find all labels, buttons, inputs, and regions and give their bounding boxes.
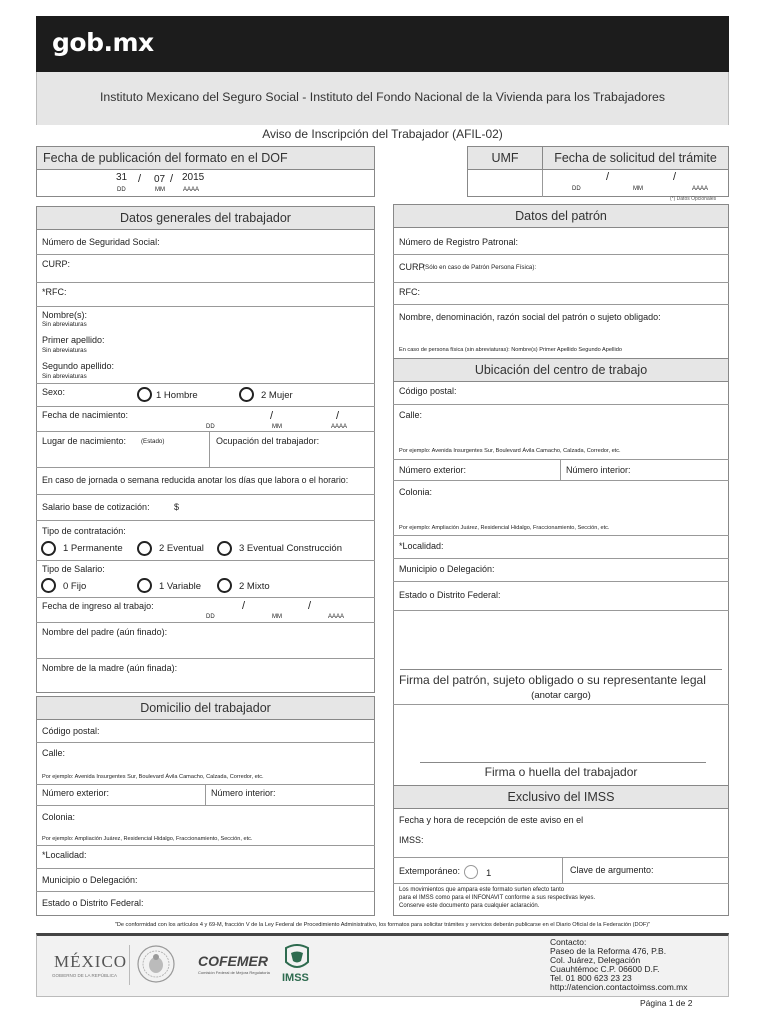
dd-label: DD [117,187,126,193]
dom-num-ext-label: Número exterior: [42,788,110,798]
page-number: Página 1 de 2 [640,998,693,1008]
patron-curp-label: CURP [399,262,425,272]
optional-note: (*) Datos Opcionales [670,196,717,202]
padre-label: Nombre del padre (aún finado): [42,627,168,637]
cofemer-logo: COFEMER [198,953,268,969]
dom-municipio-input[interactable] [160,870,374,890]
centro-estado-label: Estado o Distrito Federal: [399,590,501,600]
worker-signature-label: Firma o huella del trabajador [484,765,638,779]
patron-nombre-note: En caso de persona física (sin abreviaturas): Nombre(s) Primer Apellido Segundo Apellido [399,347,622,353]
centro-num-int-label: Número interior: [566,465,631,475]
centro-num-ext-label: Número exterior: [399,465,467,475]
request-date-label: Fecha de solicitud del trámite [542,146,729,170]
sexo-mujer-label: 2 Mujer [261,390,293,401]
rfc-label: *RFC: [42,287,67,297]
centro-section-title: Ubicación del centro de trabajo [393,358,729,382]
centro-municipio-label: Municipio o Delegación: [399,564,495,574]
domicilio-section-title: Domicilio del trabajador [36,696,375,720]
dom-num-int-label: Número interior: [211,788,276,798]
pub-year: 2015 [182,172,205,183]
centro-localidad-label: *Localidad: [399,541,444,551]
dom-localidad-input[interactable] [100,847,374,867]
dom-estado-label: Estado o Distrito Federal: [42,898,144,908]
centro-calle-input[interactable] [430,406,728,440]
tipo-salario-label: Tipo de Salario: [42,564,105,574]
nombres-label: Nombre(s): [42,310,88,320]
dom-calle-example: Por ejemplo: Avenida Insurgentes Sur, Boulevard Ávila Camacho, Calzada, Corredor, etc. [42,774,264,780]
dom-cp-label: Código postal: [42,726,100,736]
centro-colonia-example: Por ejemplo: Ampliación Juárez, Residencial Hidalgo, Fraccionamiento, Sección, etc. [399,525,610,531]
aaaa-label: AAAA [183,187,200,193]
sexo-mujer-radio[interactable] [239,387,254,402]
sin-abreviaturas-note: Sin abreviaturas [42,373,87,380]
extemporaneo-value: 1 [486,868,492,879]
contratacion-eventual-radio[interactable] [137,541,152,556]
slash: / [336,410,340,422]
salario-mixto-radio[interactable] [217,578,232,593]
sexo-hombre-label: 1 Hombre [156,390,198,401]
salario-input[interactable] [184,497,374,519]
dom-estado-input[interactable] [170,893,374,914]
slash: / [242,600,246,612]
dom-calle-input[interactable] [70,744,374,770]
mexico-logo-text: MÉXICO [54,952,128,971]
centro-estado-input[interactable] [530,584,728,606]
legal-line-1: Los movimientos que ampara este formato surten efecto tanto [399,887,565,893]
madre-input[interactable] [40,675,374,692]
slash: / [308,600,312,612]
fecha-ingreso-input[interactable] [190,599,374,621]
dom-localidad-label: *Localidad: [42,850,87,860]
patron-nombre-input[interactable] [397,324,728,342]
pub-month: 07 [154,174,166,185]
dom-colonia-example: Por ejemplo: Ampliación Juárez, Residencial Hidalgo, Fraccionamiento, Sección, etc. [42,836,253,842]
salario-variable-label: 1 Variable [159,581,202,592]
slash: / [673,171,677,183]
publication-date-label: Fecha de publicación del formato en el DOF [36,146,375,170]
institute-name: Instituto Mexicano del Seguro Social - Instituto del Fondo Nacional de la Vivienda para los Trabajadores [99,90,666,104]
mm-label: MM [155,187,165,193]
dof-legal-note: "De conformidad con los artículos 4 y 69-M, fracción V de la Ley Federal de Procedimiento Administrativo, los formatos para solicitar trámites y servicios deberán publicarse en el Diario Oficial de la Federación (DOF)" [114,922,651,928]
patron-nombre-label: Nombre, denominación, razón social del patrón o sujeto obligado: [399,312,661,322]
ocupacion-label: Ocupación del trabajador: [216,436,320,446]
legal-line-3: Conserve este documento para cualquier aclaración. [399,903,540,909]
extemporaneo-label: Extemporáneo: [399,866,461,876]
patron-section-title: Datos del patrón [393,204,729,228]
centro-municipio-input[interactable] [520,560,728,580]
fecha-ingreso-label: Fecha de ingreso al trabajo: [42,601,154,611]
curp-label: CURP: [42,259,71,269]
patron-rfc-label: RFC: [399,287,420,297]
clave-argumento-label: Clave de argumento: [570,865,654,875]
centro-cp-label: Código postal: [399,386,457,396]
salario-label: Salario base de cotización: [42,502,150,512]
recepcion-input[interactable] [440,829,728,851]
patron-signature-label: Firma del patrón, sujeto obligado o su representante legal [399,673,706,687]
salario-fijo-label: 0 Fijo [63,581,87,592]
worker-signature-area[interactable] [395,706,727,760]
mm-label: MM [272,614,282,620]
cofemer-subtitle: Comisión Federal de Mejora Regulatoria [198,970,270,975]
contratacion-permanente-label: 1 Permanente [63,543,123,554]
aaaa-label: AAAA [328,614,345,620]
form-title: Aviso de Inscripción del Trabajador (AFIL-02) [262,127,503,141]
lugar-nacimiento-input[interactable] [40,447,208,466]
umf-label: UMF [467,146,543,170]
salario-mixto-label: 2 Mixto [239,581,270,592]
fecha-nacimiento-input[interactable] [200,408,374,430]
dd-label: DD [206,424,215,430]
slash: / [606,171,610,183]
padre-input[interactable] [40,640,374,658]
sexo-label: Sexo: [42,387,66,397]
imss-label: IMSS: [399,835,424,845]
umf-input[interactable] [467,170,542,197]
patron-rfc-input[interactable] [430,284,728,304]
imss-eagle-icon [280,944,314,972]
worker-section-title: Datos generales del trabajador [36,206,375,230]
registro-patronal-input[interactable] [540,232,728,253]
sin-abreviaturas-note: Sin abreviaturas [42,347,87,354]
segundo-apellido-label: Segundo apellido: [42,361,115,371]
dom-cp-input[interactable] [110,722,374,741]
mm-label: MM [633,186,643,192]
contratacion-permanente-radio[interactable] [41,541,56,556]
jornada-label: En caso de jornada o semana reducida anotar los días que labora o el horario: [42,475,349,485]
contratacion-construccion-label: 3 Eventual Construcción [239,543,342,554]
centro-calle-example: Por ejemplo: Avenida Insurgentes Sur, Boulevard Ávila Camacho, Calzada, Corredor, etc. [399,448,621,454]
slash: / [138,173,142,185]
cargo-label: (anotar cargo) [531,690,591,701]
imss-section-title: Exclusivo del IMSS [393,785,729,809]
tipo-contratacion-label: Tipo de contratación: [42,526,126,536]
sin-abreviaturas-note: Sin abreviaturas [42,321,87,328]
dd-label: DD [206,614,215,620]
centro-cp-input[interactable] [470,383,728,403]
slash: / [170,173,174,185]
madre-label: Nombre de la madre (aún finada): [42,663,178,673]
mm-label: MM [272,424,282,430]
lugar-nacimiento-label: Lugar de nacimiento: [42,436,127,446]
pub-day: 31 [116,172,128,183]
patron-curp-input[interactable] [570,256,728,281]
patron-signature-area[interactable] [395,612,727,668]
primer-apellido-label: Primer apellido: [42,335,105,345]
nss-input[interactable] [180,233,374,253]
contratacion-construccion-radio[interactable] [217,541,232,556]
recepcion-label: Fecha y hora de recepción de este aviso en el [399,815,584,825]
dom-calle-label: Calle: [42,748,66,758]
aaaa-label: AAAA [331,424,348,430]
contact-info: Contacto: Paseo de la Reforma 476, P.B. Col. Juárez, Delegación Cuauhtémoc C.P. 06600 D.F. Tel. 01 800 623 23 23 http://atencion.contactoimss.com.mx [550,937,688,992]
nss-label: Número de Seguridad Social: [42,237,160,247]
salario-variable-radio[interactable] [137,578,152,593]
legal-line-2: para el IMSS como para el INFONAVIT conforme a sus respectivas leyes. [399,895,596,901]
patron-curp-note: (Sólo en caso de Patrón Persona Física): [423,264,537,271]
contratacion-eventual-label: 2 Eventual [159,543,204,554]
dd-label: DD [572,186,581,192]
dollar-sign: $ [174,502,180,512]
gobmx-logo: gob.mx [52,28,154,57]
primer-apellido-input[interactable] [120,333,374,355]
sexo-hombre-radio[interactable] [137,387,152,402]
nombres-input[interactable] [100,308,374,330]
curp-input[interactable] [80,256,374,281]
registro-patronal-label: Número de Registro Patronal: [399,237,519,247]
rfc-input[interactable] [80,284,374,306]
slash: / [270,410,274,422]
mexico-seal-icon [136,944,176,984]
imss-logo-text: IMSS [282,972,309,984]
dom-municipio-label: Municipio o Delegación: [42,875,138,885]
salario-fijo-radio[interactable] [41,578,56,593]
aaaa-label: AAAA [692,186,709,192]
ocupacion-input[interactable] [212,447,374,466]
request-date-input[interactable] [543,170,729,197]
dom-colonia-label: Colonia: [42,812,76,822]
centro-colonia-label: Colonia: [399,487,433,497]
centro-colonia-input[interactable] [440,482,728,518]
fecha-nacimiento-label: Fecha de nacimiento: [42,410,129,420]
dom-colonia-input[interactable] [80,807,374,831]
gobierno-text: GOBIERNO DE LA REPÚBLICA [52,973,118,978]
segundo-apellido-input[interactable] [130,358,374,382]
centro-localidad-input[interactable] [460,537,728,557]
extemporaneo-radio[interactable] [464,865,478,879]
estado-note: (Estado) [141,438,165,445]
centro-calle-label: Calle: [399,410,423,420]
